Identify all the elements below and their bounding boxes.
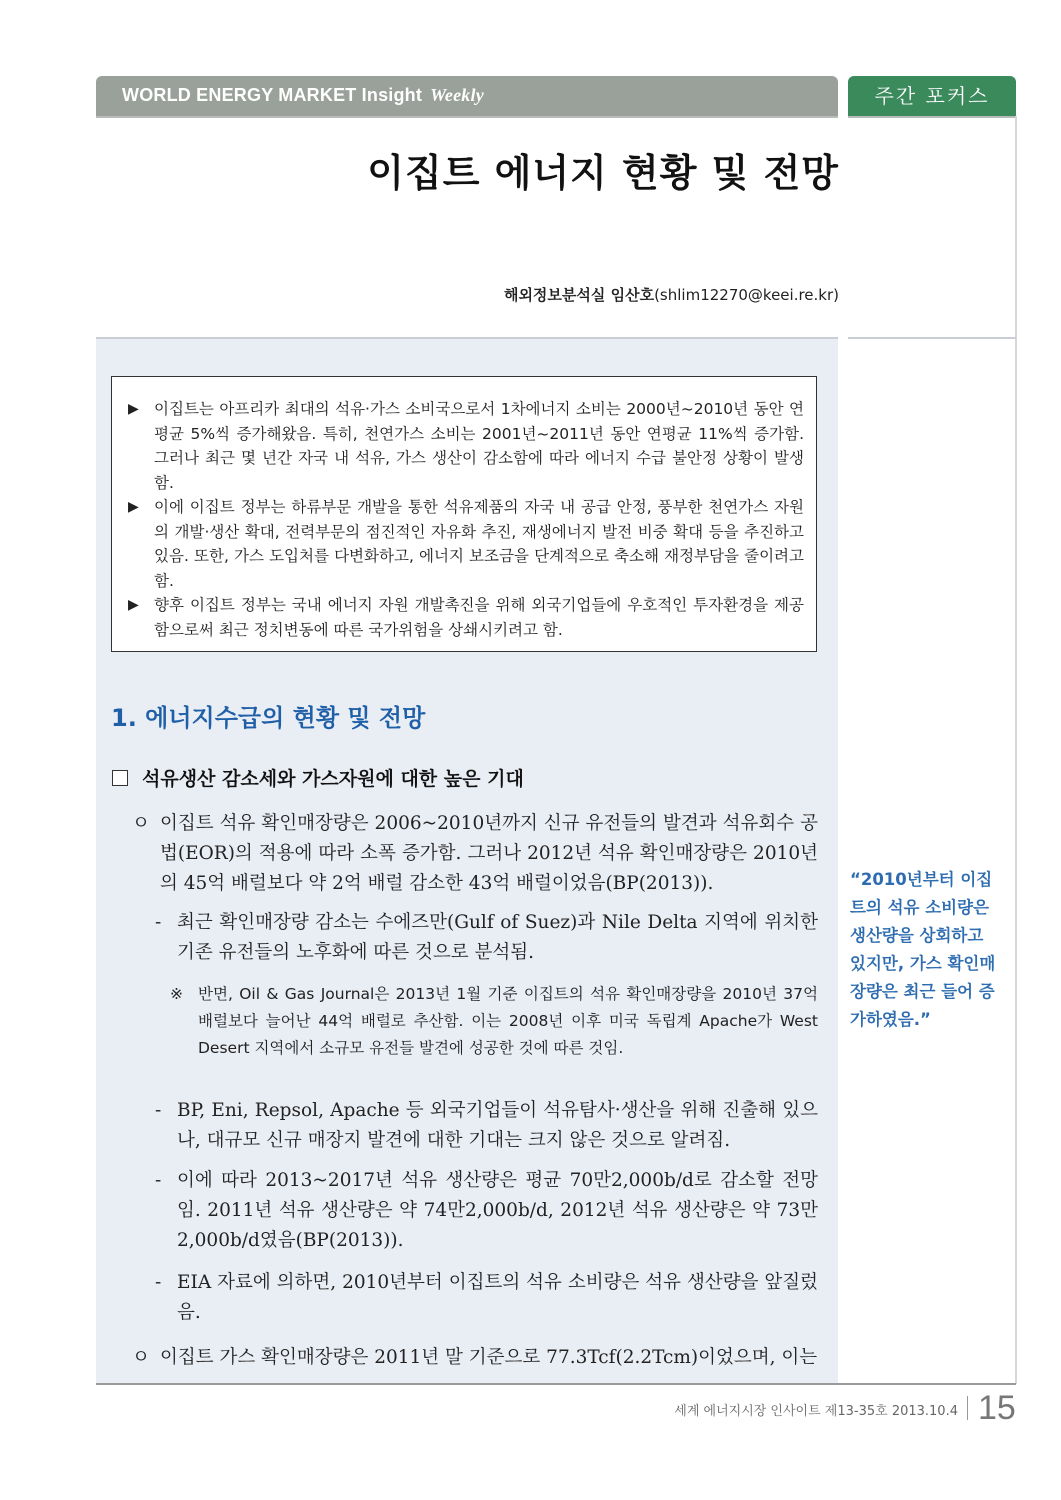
brand-title: WORLD ENERGY MARKET Insight Weekly	[122, 85, 484, 105]
page-number: 15	[978, 1389, 1016, 1427]
dash-bullet: -	[155, 1100, 162, 1121]
subsection-heading	[112, 764, 524, 791]
paragraph-oil-reserves	[132, 809, 818, 899]
paragraph-text: 이에 따라 2013~2017년 석유 생산량은 평균 70만2,000b/d로 감소할 전망임. 2011년 석유 생산량은 약 74만2,000b/d, 2012년 석유 생산량은 약 73만2,000b/d였음(BP(2013)).	[177, 1170, 818, 1251]
section-heading: 1. 에너지수급의 현황 및 전망	[111, 704, 426, 732]
pull-quote: “2010년부터 이집트의 석유 소비량은 생산량을 상회하고 있지만, 가스 확인매장량은 최근 들어 증가하였음.”	[850, 870, 996, 1029]
focus-tab: 주간 포커스	[848, 76, 1016, 116]
dash-item	[155, 1166, 818, 1256]
header-divider	[96, 116, 838, 118]
note-mark-icon: ※	[170, 985, 183, 1003]
weekly-label: Weekly	[430, 85, 484, 105]
footer-publication: 세계 에너지시장 인사이트 제13-35호 2013.10.4	[674, 1404, 958, 1419]
circle-bullet-icon: ㅇ	[132, 1347, 150, 1368]
summary-text: 이집트는 아프리카 최대의 석유·가스 소비국으로서 1차에너지 소비는 2000년~2010년 동안 연평균 5%씩 증가해왔음. 특히, 천연가스 소비는 2001년~2011년 동안 연평균 11%씩 증가함. 그러나 최근 몇 년간 자국 내 석유, 가스 생산이 감소함에 따라 에너지 수급 불안정 상황이 발생함.	[154, 400, 804, 492]
dash-item	[155, 1096, 818, 1156]
paragraph-text: BP, Eni, Repsol, Apache 등 외국기업들이 석유탐사·생산을 위해 진출해 있으나, 대규모 신규 매장지 발견에 대한 기대는 크지 않은 것으로 알려짐.	[177, 1100, 818, 1151]
paragraph-text: 이집트 석유 확인매장량은 2006~2010년까지 신규 유전들의 발견과 석유회수 공법(EOR)의 적용에 따라 소폭 증가함. 그러나 2012년 석유 확인매장량은 2010년의 45억 배럴보다 약 2억 배럴 감소한 43억 배럴이었음(BP(2013)).	[160, 813, 818, 894]
paragraph-text: 이집트 가스 확인매장량은 2011년 말 기준으로 77.3Tcf(2.2Tcm)이었으며, 이는	[160, 1347, 818, 1368]
sidebar-divider	[848, 337, 1016, 339]
note-text: 반면, Oil & Gas Journal은 2013년 1월 기준 이집트의 석유 확인매장량을 2010년 37억 배럴보다 늘어난 44억 배럴로 추산함. 이는 2008년 이후 미국 독립계 Apache가 West Desert 지역에서 소규모 유전들 발견에 성공한 것에 따른 것임.	[198, 985, 818, 1057]
author-name: 해외정보분석실 임산호	[503, 286, 655, 304]
summary-text: 향후 이집트 정부는 국내 에너지 자원 개발촉진을 위해 외국기업들에 우호적인 투자환경을 제공함으로써 최근 정치변동에 따른 국가위험을 상쇄시키려고 함.	[154, 596, 804, 639]
circle-bullet-icon: ㅇ	[132, 813, 150, 834]
triangle-bullet-icon: ▶	[128, 499, 139, 515]
checkbox-square-icon	[112, 770, 128, 786]
footer-divider	[96, 1383, 1016, 1385]
header-divider-right	[848, 116, 1016, 118]
subsection-title: 석유생산 감소세와 가스자원에 대한 높은 기대	[142, 768, 524, 790]
summary-box	[111, 376, 817, 652]
author-line	[504, 284, 839, 305]
dash-bullet: -	[155, 1272, 162, 1293]
triangle-bullet-icon: ▶	[128, 401, 139, 417]
note-item	[170, 981, 818, 1089]
summary-text: 이에 이집트 정부는 하류부문 개발을 통한 석유제품의 자국 내 공급 안정, 풍부한 천연가스 자원의 개발·생산 확대, 전력부문의 점진적인 자유화 추진, 재생에너지 발전 비중 확대 등을 추진하고 있음. 또한, 가스 도입처를 다변화하고, 에너지 보조금을 단계적으로 축소해 재정부담을 줄이려고 함.	[154, 498, 804, 590]
author-email: (shlim12270@keei.re.kr)	[654, 286, 839, 304]
page-title: 이집트 에너지 현황 및 전망	[367, 151, 839, 195]
triangle-bullet-icon: ▶	[128, 597, 139, 613]
paragraph-gas-reserves	[132, 1343, 818, 1375]
dash-item	[155, 1268, 818, 1328]
dash-bullet: -	[155, 1170, 162, 1191]
header-bar	[96, 76, 838, 116]
paragraph-text: 최근 확인매장량 감소는 수에즈만(Gulf of Suez)과 Nile Delta 지역에 위치한 기존 유전들의 노후화에 따른 것으로 분석됨.	[177, 912, 818, 963]
footer-separator	[967, 1396, 968, 1420]
paragraph-text: EIA 자료에 의하면, 2010년부터 이집트의 석유 소비량은 석유 생산량을 앞질렀음.	[177, 1272, 818, 1323]
dash-item	[155, 908, 818, 968]
dash-bullet: -	[155, 912, 162, 933]
right-border	[1015, 116, 1017, 1384]
